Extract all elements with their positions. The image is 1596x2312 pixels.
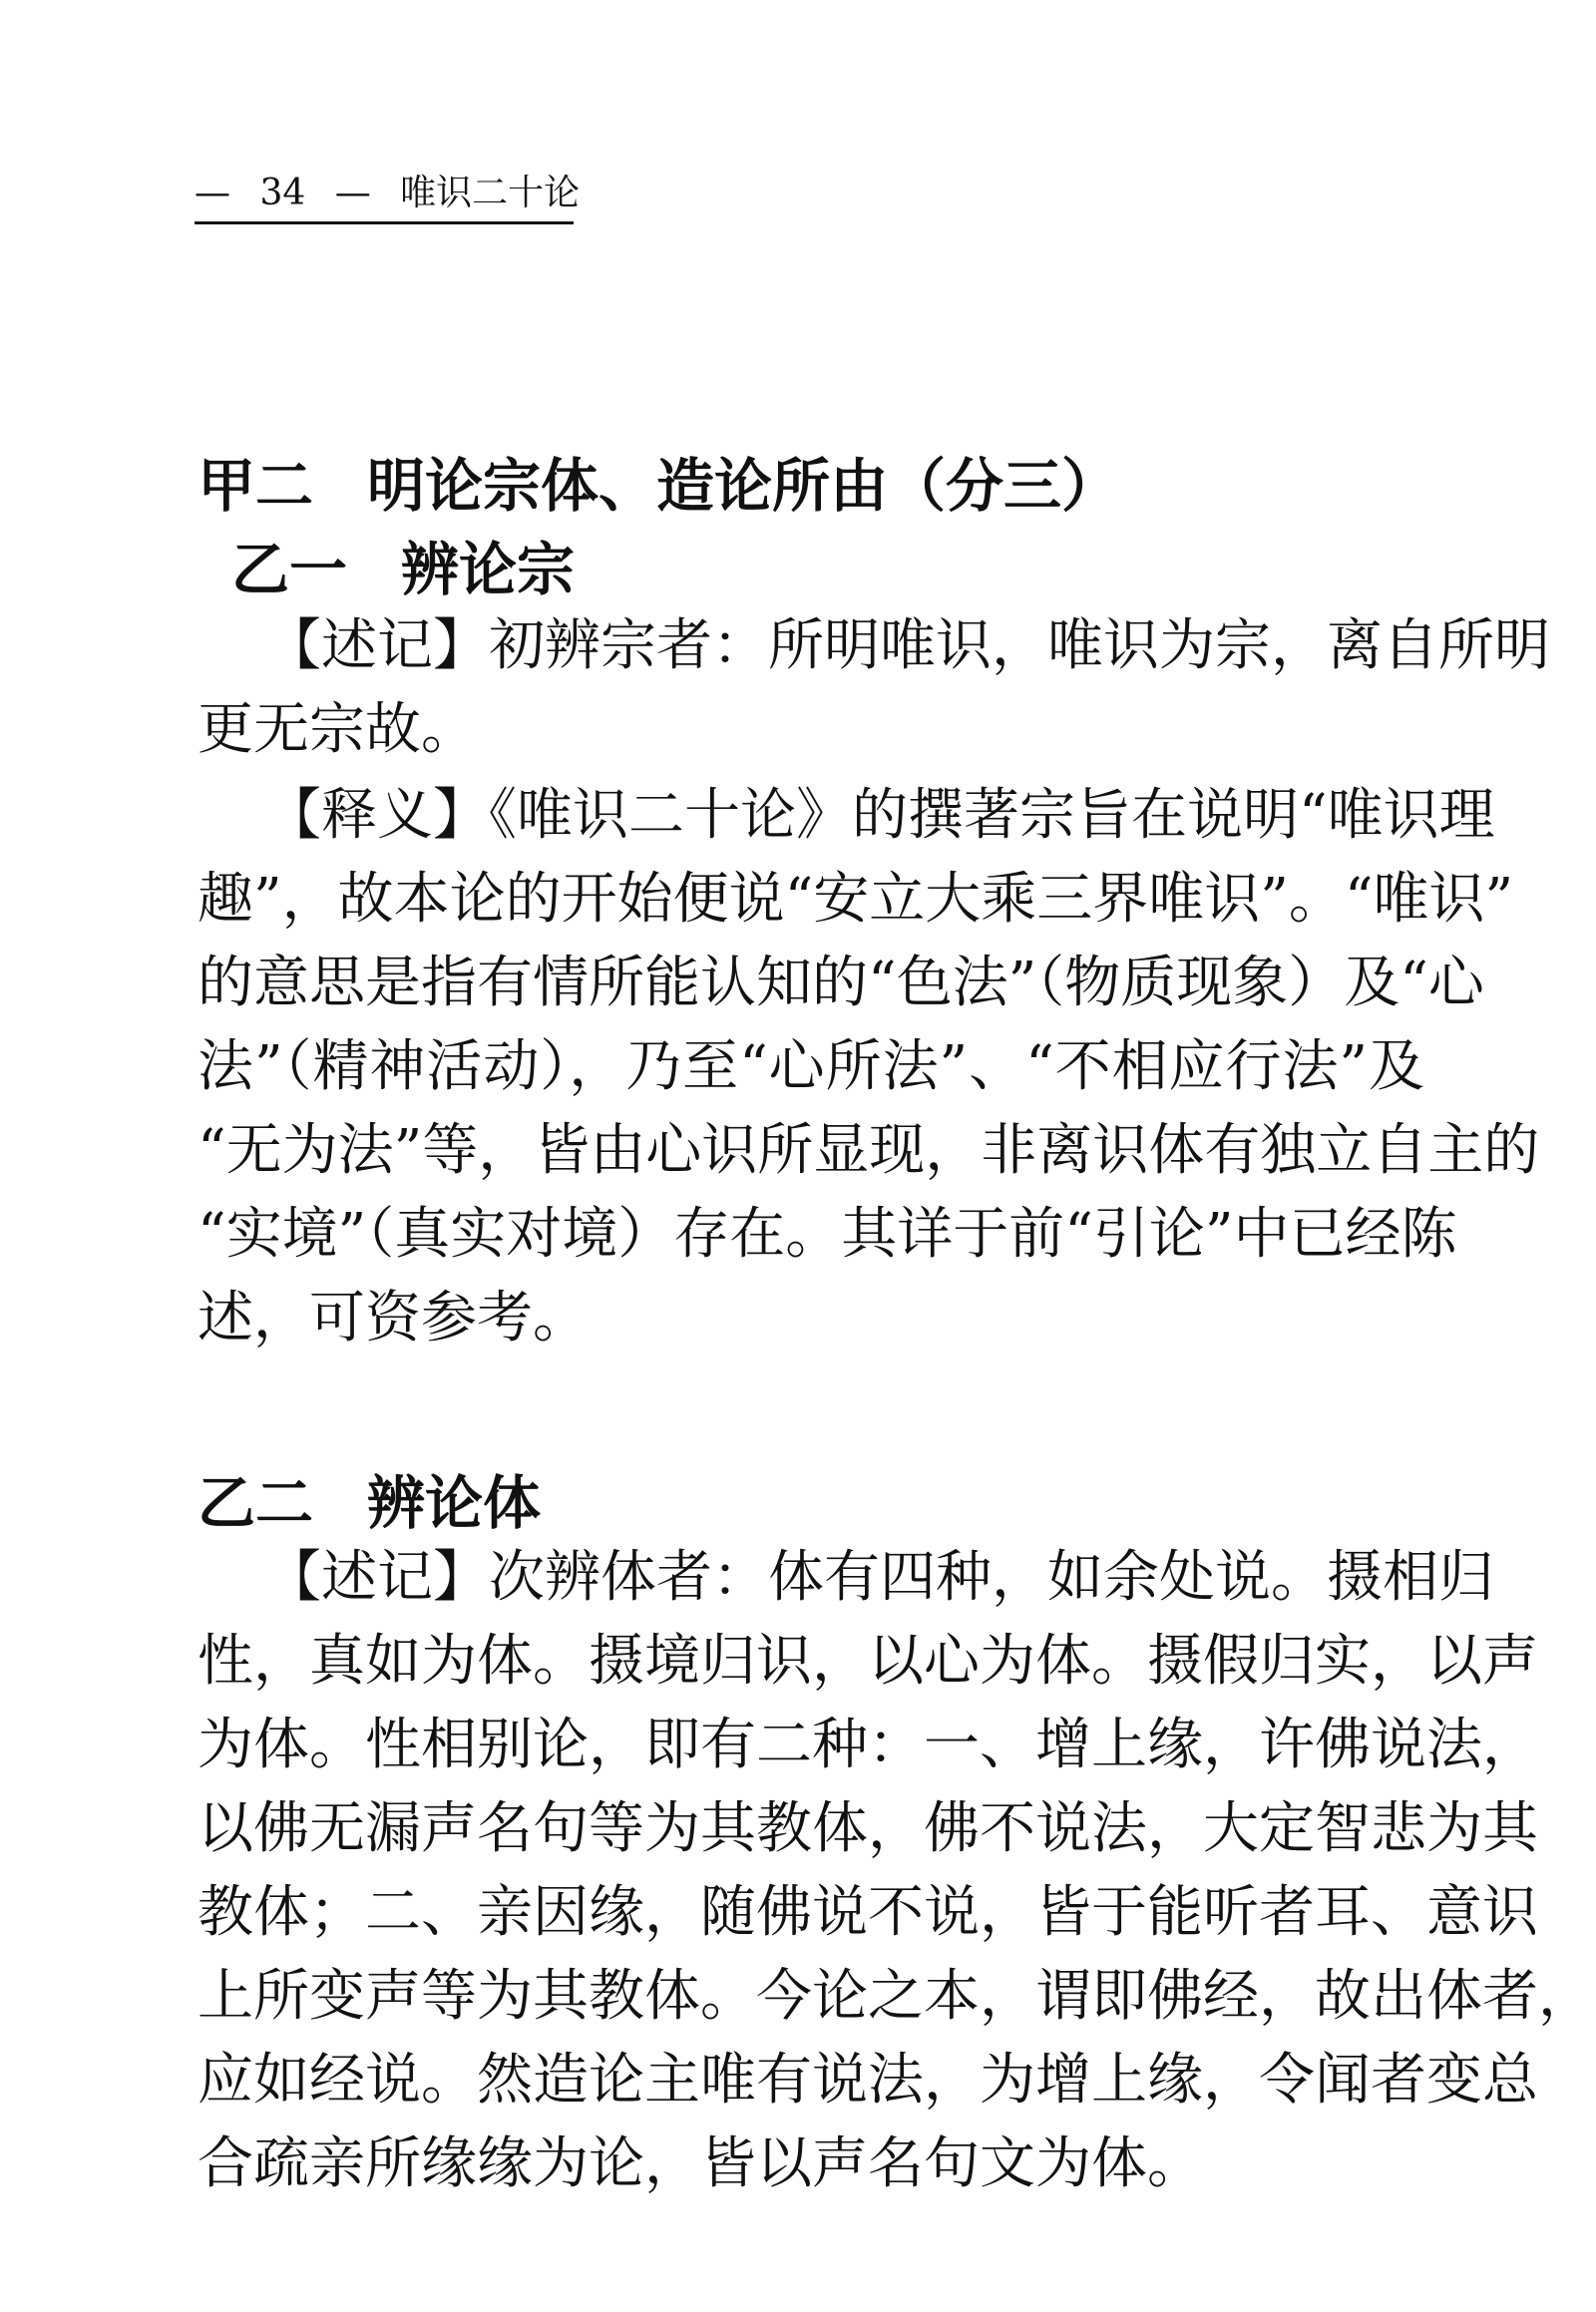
text-line: “无为法”等，皆由心识所显现，非离识体有独立自主的: [198, 1118, 1540, 1183]
text-line: 应如经说。然造论主唯有说法，为增上缘，令闻者变总: [198, 2048, 1538, 2113]
text-line: 【述记】次辨体者：体有四种，如余处说。摄相归: [265, 1545, 1494, 1610]
heading-title: 明论宗体、造论所由（分三）: [367, 452, 1120, 520]
heading-title: 辨论宗: [401, 536, 576, 603]
shuji-paragraph-1: [198, 604, 1550, 772]
page-number: 34: [259, 173, 306, 213]
heading-yi1: [231, 523, 575, 606]
text-line: 为体。性相别论，即有二种：一、增上缘，许佛说法，: [198, 1713, 1538, 1777]
text-line: 教体；二、亲因缘，随佛说不说，皆于能听者耳、意识: [198, 1880, 1538, 1945]
text-line: 述，可资参考。: [198, 1286, 589, 1350]
text-line: “实境”（真实对境）存在。其详于前“引论”中已经陈: [198, 1202, 1457, 1267]
text-line: 【述记】初辨宗者：所明唯识，唯识为宗，离自所明: [265, 613, 1550, 678]
heading-number: 乙二: [198, 1469, 314, 1537]
heading-number: 乙一: [231, 536, 348, 603]
text-line: 性，真如为体。摄境归识，以心为体。摄假归实，以声: [198, 1629, 1538, 1694]
header-dash: —: [195, 173, 230, 213]
heading-yi2: [198, 1456, 541, 1540]
heading-number: 甲二: [198, 452, 314, 520]
shiyi-paragraph: [198, 774, 1540, 1360]
running-header: [195, 165, 581, 224]
text-line: 以佛无漏声名句等为其教体，佛不说法，大定智悲为其: [198, 1796, 1538, 1861]
header-dash: —: [334, 173, 371, 213]
text-line: 的意思是指有情所能认知的“色法”（物质现象）及“心: [198, 951, 1484, 1015]
book-title: 唯识二十论: [400, 173, 581, 213]
text-line: 更无宗故。: [198, 697, 477, 762]
text-line: 趣”，故本论的开始便说“安立大乘三界唯识”。“唯识”: [198, 867, 1514, 932]
heading-jia2: [198, 439, 1119, 523]
text-line: 【释义】《唯识二十论》的撰著宗旨在说明“唯识理: [265, 783, 1495, 848]
shuji-paragraph-2: [198, 1536, 1594, 2206]
heading-title: 辨论体: [367, 1469, 542, 1537]
text-line: 法”（精神活动），乃至“心所法”、“不相应行法”及: [198, 1034, 1424, 1099]
text-line: 上所变声等为其教体。今论之本，谓即佛经，故出体者，: [198, 1964, 1594, 2029]
text-line: 合疏亲所缘缘为论，皆以声名句文为体。: [198, 2131, 1203, 2196]
